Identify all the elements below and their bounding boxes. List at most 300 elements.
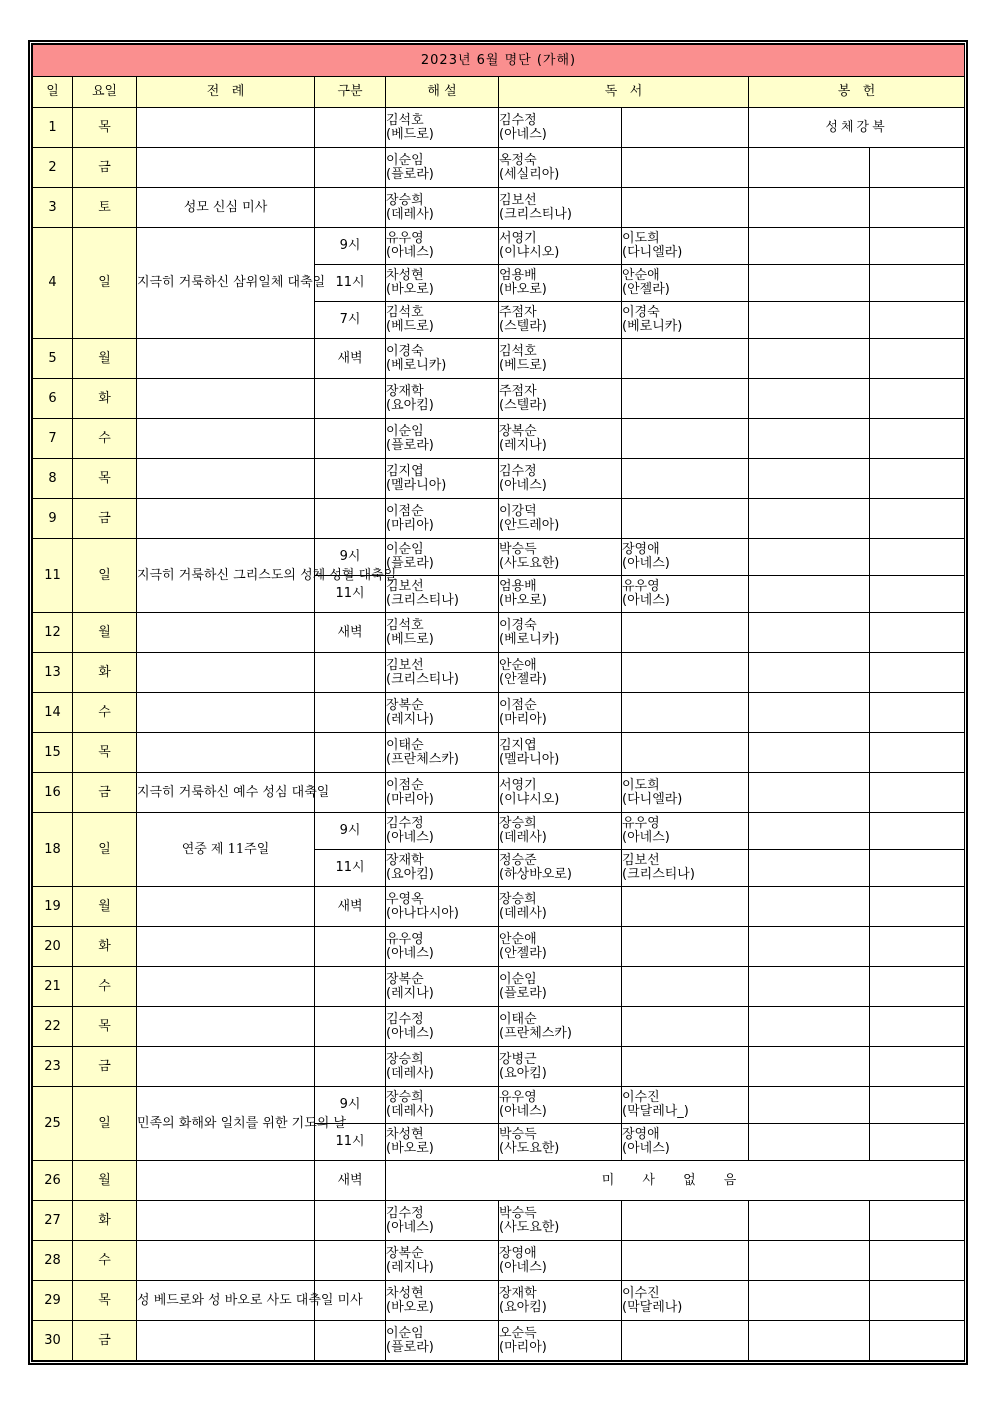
offering-cell-2 xyxy=(870,773,965,813)
header-day: 일 xyxy=(33,77,73,108)
person-cell xyxy=(386,1007,499,1047)
person-name: 장영애 xyxy=(622,1127,660,1142)
day-row xyxy=(33,1161,965,1201)
mass-time xyxy=(315,1007,386,1047)
saint-name: (요아킴) xyxy=(386,867,434,882)
celebration xyxy=(137,733,315,773)
celebration: 연중 제 11주일 xyxy=(137,813,315,887)
saint-name: (이냐시오) xyxy=(499,791,560,807)
saint-name: (데레사) xyxy=(386,1065,434,1081)
offering-cell-2 xyxy=(870,1281,965,1321)
weekday: 월 xyxy=(73,887,137,927)
saint-name: (프란체스카) xyxy=(499,1025,572,1041)
offering-cell-1 xyxy=(749,613,870,653)
weekday: 목 xyxy=(73,1281,137,1321)
person-name: 안순애 xyxy=(499,931,537,947)
celebration xyxy=(137,927,315,967)
day-row xyxy=(33,339,965,379)
celebration xyxy=(137,419,315,459)
day-row xyxy=(33,148,965,188)
mass-time xyxy=(315,1321,386,1361)
mass-time xyxy=(315,188,386,228)
person-cell xyxy=(499,576,622,613)
person-cell xyxy=(622,1047,749,1087)
offering-cell-2 xyxy=(870,459,965,499)
person-cell xyxy=(386,1124,499,1161)
person-cell xyxy=(386,188,499,228)
roster-frame-inner xyxy=(31,43,965,1362)
weekday: 목 xyxy=(73,1007,137,1047)
day-number: 28 xyxy=(33,1241,73,1281)
celebration xyxy=(137,459,315,499)
person-name: 이도희 xyxy=(622,777,660,793)
saint-name: (요아킴) xyxy=(499,1299,547,1315)
day-row xyxy=(33,1201,965,1241)
celebration xyxy=(137,967,315,1007)
saint-name: (아네스) xyxy=(499,1259,547,1275)
weekday: 일 xyxy=(73,1087,137,1161)
day-number: 6 xyxy=(33,379,73,419)
person-cell xyxy=(499,850,622,887)
saint-name: (하상바오로) xyxy=(499,867,572,882)
celebration xyxy=(137,379,315,419)
person-cell xyxy=(622,927,749,967)
person-cell xyxy=(622,539,749,576)
person-cell xyxy=(499,693,622,733)
person-cell xyxy=(499,499,622,539)
offering-cell-1 xyxy=(749,419,870,459)
celebration xyxy=(137,1047,315,1087)
person-cell xyxy=(622,228,749,265)
day-row xyxy=(33,459,965,499)
offering-cell-1 xyxy=(749,499,870,539)
person-name: 장복순 xyxy=(386,971,424,987)
weekday: 일 xyxy=(73,813,137,887)
saint-name: (레지나) xyxy=(499,437,547,453)
saint-name: (아네스) xyxy=(386,1025,434,1041)
person-name: 박승득 xyxy=(499,542,537,557)
weekday: 금 xyxy=(73,148,137,188)
day-number: 2 xyxy=(33,148,73,188)
person-name: 유우영 xyxy=(499,1090,537,1105)
offering-cell-2 xyxy=(870,1007,965,1047)
saint-name: (크리스티나) xyxy=(386,593,459,608)
mass-time xyxy=(315,1047,386,1087)
saint-name: (베로니카) xyxy=(499,631,560,647)
header-reading: 독 서 xyxy=(499,77,749,108)
weekday: 수 xyxy=(73,693,137,733)
person-cell xyxy=(622,459,749,499)
offering-cell-1 xyxy=(749,302,870,339)
saint-name: (플로라) xyxy=(499,985,547,1001)
person-cell xyxy=(499,188,622,228)
weekday: 금 xyxy=(73,499,137,539)
weekday: 목 xyxy=(73,733,137,773)
person-name: 장승희 xyxy=(386,1090,424,1105)
offering-cell-1 xyxy=(749,733,870,773)
offering-cell-1 xyxy=(749,1281,870,1321)
offering-cell-1 xyxy=(749,653,870,693)
person-cell xyxy=(499,613,622,653)
day-row xyxy=(33,693,965,733)
saint-name: (바오로) xyxy=(386,282,434,297)
day-number: 8 xyxy=(33,459,73,499)
offering-cell-2 xyxy=(870,1321,965,1361)
person-cell xyxy=(386,1281,499,1321)
person-cell xyxy=(622,733,749,773)
header-row xyxy=(33,77,965,108)
saint-name: (아네스) xyxy=(386,945,434,961)
page-title: 2023년 6월 명단 (가해) xyxy=(33,45,965,77)
saint-name: (마리아) xyxy=(499,711,547,727)
weekday: 수 xyxy=(73,419,137,459)
offering-cell-1 xyxy=(749,813,870,850)
person-name: 오순득 xyxy=(499,1325,537,1341)
offering-cell-1 xyxy=(749,927,870,967)
offering-cell-2 xyxy=(870,967,965,1007)
header-weekday: 요일 xyxy=(73,77,137,108)
saint-name: (사도요한) xyxy=(499,1219,560,1235)
person-cell xyxy=(499,302,622,339)
offering-cell-2 xyxy=(870,813,965,850)
celebration xyxy=(137,1161,315,1201)
saint-name: (아네스) xyxy=(499,1104,547,1119)
person-cell xyxy=(622,850,749,887)
day-row xyxy=(33,653,965,693)
person-cell xyxy=(499,265,622,302)
mass-time: 9시 xyxy=(315,539,386,576)
offering-cell-2 xyxy=(870,1201,965,1241)
celebration xyxy=(137,887,315,927)
saint-name: (바오로) xyxy=(386,1141,434,1156)
person-cell xyxy=(622,1087,749,1124)
saint-name: (안젤라) xyxy=(499,945,547,961)
saint-name: (크리스티나) xyxy=(499,206,572,222)
weekday: 월 xyxy=(73,613,137,653)
celebration xyxy=(137,653,315,693)
offering-cell-2 xyxy=(870,188,965,228)
saint-name: (아네스) xyxy=(386,830,434,845)
offering-cell-1 xyxy=(749,1047,870,1087)
person-name: 강병근 xyxy=(499,1051,537,1067)
day-number: 9 xyxy=(33,499,73,539)
weekday: 토 xyxy=(73,188,137,228)
person-name: 이순임 xyxy=(499,971,537,987)
saint-name: (플로라) xyxy=(386,437,434,453)
saint-name: (안젤라) xyxy=(499,671,547,687)
day-row xyxy=(33,228,965,265)
saint-name: (베드로) xyxy=(386,126,434,142)
offering-cell-2 xyxy=(870,302,965,339)
day-number: 13 xyxy=(33,653,73,693)
day-number: 1 xyxy=(33,108,73,148)
person-cell xyxy=(499,419,622,459)
saint-name: (아네스) xyxy=(622,830,670,845)
offering-cell-1 xyxy=(749,576,870,613)
person-cell xyxy=(622,379,749,419)
person-cell xyxy=(622,887,749,927)
day-row xyxy=(33,773,965,813)
person-name: 장복순 xyxy=(499,423,537,439)
saint-name: (레지나) xyxy=(386,711,434,727)
header-commentary: 해 설 xyxy=(386,77,499,108)
offering-cell-2 xyxy=(870,499,965,539)
person-name: 김석호 xyxy=(386,112,424,128)
person-cell xyxy=(386,1087,499,1124)
person-cell xyxy=(386,613,499,653)
person-name: 김보선 xyxy=(499,192,537,208)
person-name: 장영애 xyxy=(622,542,660,557)
offering-cell-2 xyxy=(870,379,965,419)
weekday: 금 xyxy=(73,773,137,813)
person-cell xyxy=(622,419,749,459)
saint-name: (바오로) xyxy=(499,593,547,608)
person-name: 이경숙 xyxy=(386,343,424,359)
mass-time xyxy=(315,927,386,967)
person-name: 김보선 xyxy=(386,657,424,673)
saint-name: (스텔라) xyxy=(499,397,547,413)
saint-name: (사도요한) xyxy=(499,1141,560,1156)
person-cell xyxy=(622,1241,749,1281)
saint-name: (사도요한) xyxy=(499,556,560,571)
person-cell xyxy=(386,539,499,576)
saint-name: (마리아) xyxy=(386,517,434,533)
day-row xyxy=(33,1087,965,1124)
day-row xyxy=(33,1321,965,1361)
person-name: 장승희 xyxy=(386,1051,424,1067)
person-name: 유우영 xyxy=(622,579,660,594)
person-cell xyxy=(386,265,499,302)
person-name: 이점순 xyxy=(499,697,537,713)
weekday: 목 xyxy=(73,459,137,499)
person-name: 김수정 xyxy=(386,816,424,831)
mass-time: 9시 xyxy=(315,813,386,850)
day-number: 20 xyxy=(33,927,73,967)
saint-name: (아나다시아) xyxy=(386,905,459,921)
weekday: 화 xyxy=(73,653,137,693)
offering-cell-1 xyxy=(749,1007,870,1047)
person-cell xyxy=(386,653,499,693)
saint-name: (아네스) xyxy=(499,126,547,142)
person-name: 이점순 xyxy=(386,777,424,793)
person-cell xyxy=(622,613,749,653)
offering-cell-2 xyxy=(870,887,965,927)
person-cell xyxy=(386,693,499,733)
mass-time xyxy=(315,1201,386,1241)
person-cell xyxy=(386,108,499,148)
offering-cell-1 xyxy=(749,148,870,188)
weekday: 월 xyxy=(73,339,137,379)
offering-cell-1 xyxy=(749,850,870,887)
person-cell xyxy=(499,887,622,927)
celebration: 민족의 화해와 일치를 위한 기도의 날 xyxy=(137,1087,315,1161)
mass-time: 새벽 xyxy=(315,613,386,653)
header-offering: 봉 헌 xyxy=(749,77,965,108)
day-number: 23 xyxy=(33,1047,73,1087)
person-name: 이순임 xyxy=(386,423,424,439)
day-row xyxy=(33,539,965,576)
offering-cell-1 xyxy=(749,773,870,813)
person-cell xyxy=(386,967,499,1007)
saint-name: (베로니카) xyxy=(622,319,683,334)
saint-name: (플로라) xyxy=(386,556,434,571)
weekday: 금 xyxy=(73,1047,137,1087)
saint-name: (세실리아) xyxy=(499,166,560,182)
person-name: 차성현 xyxy=(386,1127,424,1142)
person-cell xyxy=(622,576,749,613)
saint-name: (이냐시오) xyxy=(499,245,560,260)
day-row xyxy=(33,967,965,1007)
mass-time: 11시 xyxy=(315,265,386,302)
day-number: 11 xyxy=(33,539,73,613)
offering-cell-2 xyxy=(870,419,965,459)
person-cell xyxy=(622,1007,749,1047)
saint-name: (프란체스카) xyxy=(386,751,459,767)
day-number: 30 xyxy=(33,1321,73,1361)
person-name: 정승준 xyxy=(499,853,537,868)
person-cell xyxy=(386,499,499,539)
person-name: 유우영 xyxy=(386,931,424,947)
celebration xyxy=(137,339,315,379)
person-name: 박승득 xyxy=(499,1127,537,1142)
person-cell xyxy=(499,733,622,773)
person-cell xyxy=(386,148,499,188)
person-cell xyxy=(622,188,749,228)
person-name: 서영기 xyxy=(499,777,537,793)
mass-time xyxy=(315,733,386,773)
celebration xyxy=(137,693,315,733)
offering-cell-1 xyxy=(749,1087,870,1124)
mass-time: 새벽 xyxy=(315,1161,386,1201)
offering-cell-2 xyxy=(870,265,965,302)
person-name: 김석호 xyxy=(386,617,424,633)
weekday: 월 xyxy=(73,1161,137,1201)
day-number: 19 xyxy=(33,887,73,927)
person-name: 이강덕 xyxy=(499,503,537,519)
day-row xyxy=(33,188,965,228)
person-name: 이점순 xyxy=(386,503,424,519)
weekday: 화 xyxy=(73,927,137,967)
person-name: 주점자 xyxy=(499,383,537,399)
day-row xyxy=(33,419,965,459)
saint-name: (레지나) xyxy=(386,1259,434,1275)
person-cell xyxy=(386,576,499,613)
person-name: 이순임 xyxy=(386,1325,424,1341)
person-cell xyxy=(622,108,749,148)
offering-cell-2 xyxy=(870,1087,965,1124)
person-cell xyxy=(499,228,622,265)
header-slot: 구분 xyxy=(315,77,386,108)
saint-name: (다니엘라) xyxy=(622,791,683,807)
person-cell xyxy=(622,499,749,539)
day-number: 16 xyxy=(33,773,73,813)
celebration xyxy=(137,499,315,539)
offering-cell-1 xyxy=(749,1124,870,1161)
saint-name: (아네스) xyxy=(622,593,670,608)
person-name: 박승득 xyxy=(499,1205,537,1221)
celebration xyxy=(137,1241,315,1281)
saint-name: (막달레나) xyxy=(622,1299,683,1315)
person-name: 김석호 xyxy=(386,305,424,320)
offering-cell-2 xyxy=(870,653,965,693)
person-cell xyxy=(499,1241,622,1281)
person-name: 이경숙 xyxy=(622,305,660,320)
person-cell xyxy=(386,1241,499,1281)
celebration xyxy=(137,1007,315,1047)
offering-cell-2 xyxy=(870,927,965,967)
day-number: 5 xyxy=(33,339,73,379)
person-cell xyxy=(386,459,499,499)
person-name: 김수정 xyxy=(386,1205,424,1221)
person-name: 김지엽 xyxy=(499,737,537,753)
person-cell xyxy=(386,1321,499,1361)
saint-name: (베로니카) xyxy=(386,357,447,373)
person-cell xyxy=(499,379,622,419)
saint-name: (데레사) xyxy=(499,830,547,845)
person-cell xyxy=(622,265,749,302)
person-name: 김수정 xyxy=(499,463,537,479)
day-number: 15 xyxy=(33,733,73,773)
mass-time xyxy=(315,459,386,499)
person-cell xyxy=(622,1281,749,1321)
day-number: 18 xyxy=(33,813,73,887)
person-name: 김지엽 xyxy=(386,463,424,479)
person-cell xyxy=(386,733,499,773)
offering-cell-2 xyxy=(870,539,965,576)
person-name: 장재학 xyxy=(386,383,424,399)
saint-name: (안젤라) xyxy=(622,282,670,297)
offering-cell-1 xyxy=(749,339,870,379)
person-cell xyxy=(499,1047,622,1087)
person-cell xyxy=(622,1321,749,1361)
day-number: 14 xyxy=(33,693,73,733)
person-name: 이수진 xyxy=(622,1090,660,1105)
weekday: 수 xyxy=(73,967,137,1007)
person-name: 김보선 xyxy=(386,579,424,594)
person-name: 이경숙 xyxy=(499,617,537,633)
offering-cell-1 xyxy=(749,539,870,576)
saint-name: (아네스) xyxy=(622,556,670,571)
offering-cell-2 xyxy=(870,733,965,773)
person-cell xyxy=(499,813,622,850)
mass-time xyxy=(315,419,386,459)
person-name: 엄용배 xyxy=(499,579,537,594)
person-name: 엄용배 xyxy=(499,268,537,283)
saint-name: (안드레아) xyxy=(499,517,560,533)
person-cell xyxy=(386,419,499,459)
offering-cell-2 xyxy=(870,1241,965,1281)
weekday: 화 xyxy=(73,1201,137,1241)
person-cell xyxy=(622,967,749,1007)
mass-time: 11시 xyxy=(315,850,386,887)
day-row xyxy=(33,733,965,773)
saint-name: (막달레나_) xyxy=(622,1104,689,1119)
person-cell xyxy=(499,1007,622,1047)
celebration xyxy=(137,148,315,188)
mass-time xyxy=(315,967,386,1007)
mass-time: 새벽 xyxy=(315,887,386,927)
person-cell xyxy=(622,1124,749,1161)
offering-cell-1 xyxy=(749,1321,870,1361)
header-celebration: 전 례 xyxy=(137,77,315,108)
person-name: 장복순 xyxy=(386,697,424,713)
offering-cell-1 xyxy=(749,379,870,419)
saint-name: (바오로) xyxy=(499,282,547,297)
saint-name: (아네스) xyxy=(386,1219,434,1235)
roster-table xyxy=(32,44,965,1361)
saint-name: (마리아) xyxy=(386,791,434,807)
saint-name: (베드로) xyxy=(386,631,434,647)
